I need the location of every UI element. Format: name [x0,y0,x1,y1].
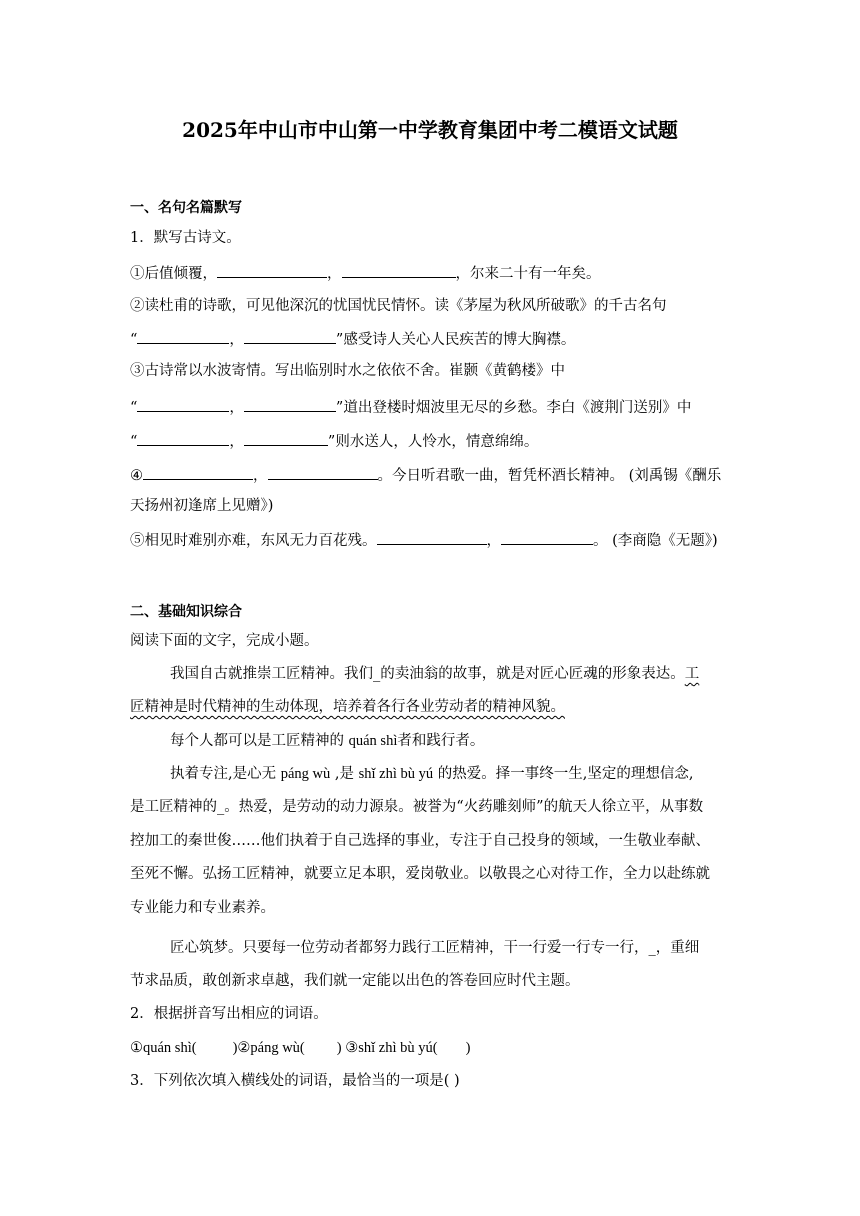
answer-blank[interactable] [137,328,229,344]
paragraph-3-line-5: 专业能力和专业素养。 [130,900,275,916]
answer-blank[interactable] [137,396,229,412]
item-3-line-3: “ ， ”则水送人，人怜水，情意绵绵。 [130,430,740,452]
section-heading-2: 二、基础知识综合 [130,604,242,620]
item-2-line-2: “ ， ”感受诗人关心人民疾苦的博大胸襟。 [130,328,740,350]
answer-blank[interactable] [217,262,327,278]
question-3-label: 3．下列依次填入横线处的词语，最恰当的一项是( ) [130,1073,460,1089]
item-3-line-1: ③古诗常以水波寄情。写出临别时水之依依不舍。崔颢《黄鹤楼》中 [130,363,565,379]
item-3-line-2: “ ， ”道出登楼时烟波里无尽的乡愁。李白《渡荆门送别》中 [130,396,740,418]
answer-blank[interactable] [244,430,328,446]
answer-blank[interactable] [377,529,487,545]
item-5: ⑤相见时难别亦难，东风无力百花残。 ， 。 (李商隐《无题》) [130,529,740,551]
answer-blank[interactable] [143,464,253,480]
question-1-label: 1．默写古诗文。 [130,230,241,246]
paragraph-4-line-1: 匠心筑梦。只要每一位劳动者都努力践行工匠精神，干一行爱一行专一行，_，重细 [170,940,700,956]
pinyin: quán shì [348,733,398,749]
section-heading-1: 一、名句名篇默写 [130,200,242,216]
pinyin: páng wù [280,766,331,782]
paragraph-1-line-2: 匠精神是时代精神的生动体现，培养着各行各业劳动者的精神风貌。 [130,699,565,715]
paragraph-3-line-4: 至死不懈。弘扬工匠精神，就要立足本职，爱岗敬业。以敬畏之心对待工作，全力以赴练就 [130,866,710,882]
answer-blank[interactable] [244,396,336,412]
answer-blank[interactable] [342,262,456,278]
answer-blank[interactable] [137,430,229,446]
paragraph-3-line-3: 控加工的秦世俊……他们执着于自己选择的事业，专注于自己投身的领域，一生敬业奉献、 [130,833,710,849]
answer-blank[interactable] [501,529,593,545]
paragraph-3-line-2: 是工匠精神的_。热爱，是劳动的动力源泉。被誉为“火药雕刻师”的航天人徐立平，从事数 [130,799,704,815]
question-2-items: ①quán shì( )②páng wù( ) ③shǐ zhì bù yú( ) [130,1040,471,1056]
answer-blank[interactable] [268,464,378,480]
item-4-line-1: ④ ， 。今日听君歌一曲，暂凭杯酒长精神。 (刘禹锡《酬乐 [130,464,740,486]
answer-blank[interactable] [244,328,336,344]
item-1: ①后值倾覆， ， ，尔来二十有一年矣。 [130,262,740,284]
item-4-line-2: 天扬州初逢席上见赠》) [130,498,274,514]
item-2-line-1: ②读杜甫的诗歌，可见他深沉的忧国忧民情怀。读《茅屋为秋风所破歌》的千古名句 [130,298,667,314]
reading-intro: 阅读下面的文字，完成小题。 [130,633,319,649]
paragraph-2: 每个人都可以是工匠精神的 quán shì者和践行者。 [170,733,485,749]
pinyin: shǐ zhì bù yú [358,766,434,782]
page-title: 2025年中山市中山第一中学教育集团中考二模语文试题 [182,118,678,142]
paragraph-1-line-1: 我国自古就推崇工匠精神。我们_的卖油翁的故事，就是对匠心匠魂的形象表达。工 [170,666,700,682]
question-2-label: 2．根据拼音写出相应的词语。 [130,1006,328,1022]
paragraph-3-line-1: 执着专注,是心无 páng wù ,是 shǐ zhì bù yú 的热爱。择一事终一生,坚定的理想信念, [170,766,694,782]
paragraph-4-line-2: 节求品质，敢创新求卓越，我们就一定能以出色的答卷回应时代主题。 [130,973,580,989]
